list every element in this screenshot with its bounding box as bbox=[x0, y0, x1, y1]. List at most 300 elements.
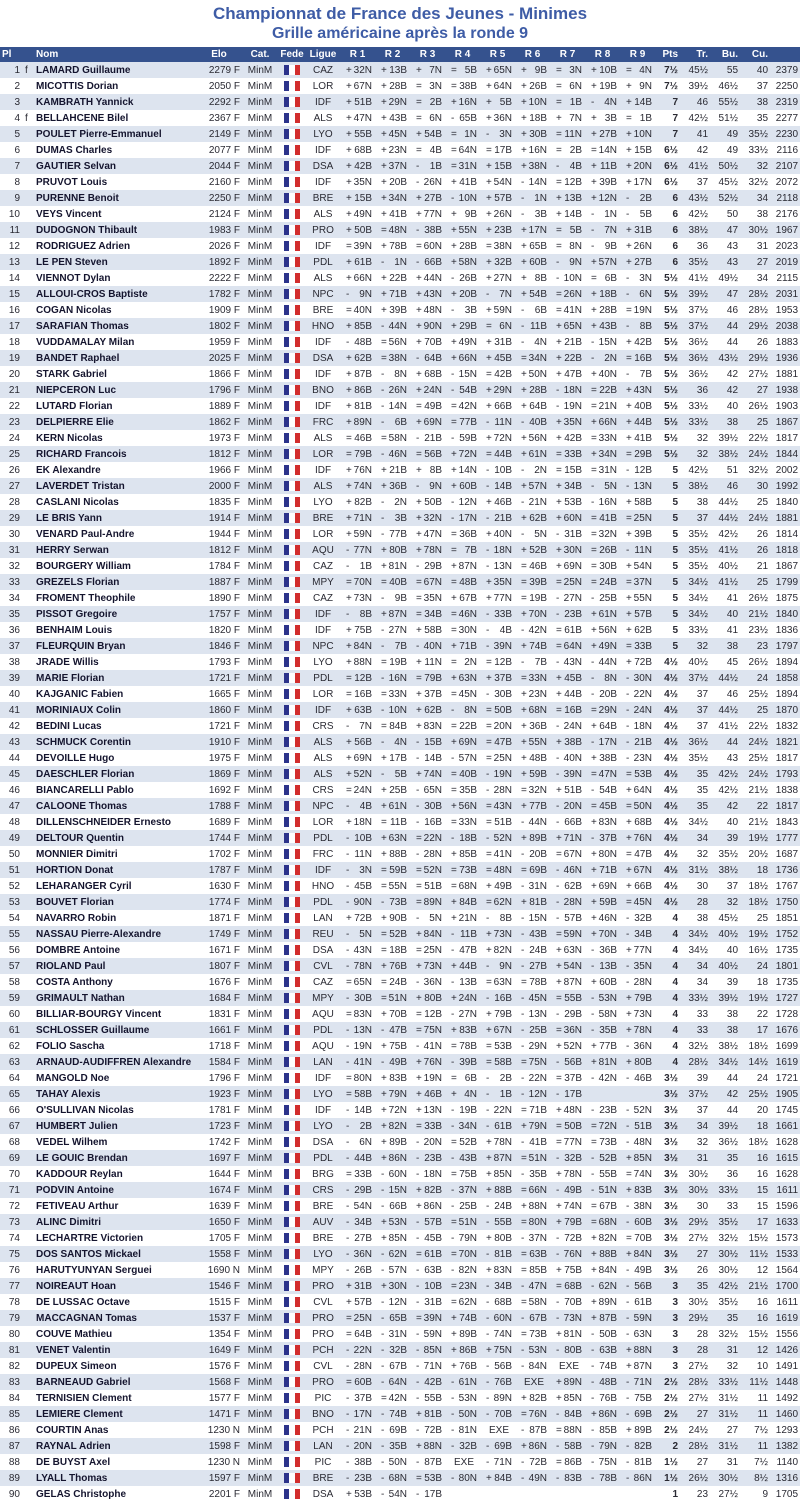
tiebreak-cell: 32½ bbox=[688, 1040, 709, 1052]
league-cell: PRO bbox=[312, 1328, 334, 1340]
round-result-cell: - 41N bbox=[346, 1056, 373, 1068]
performance-cell: 1817 bbox=[775, 800, 799, 812]
points-cell: 4½ bbox=[664, 768, 679, 780]
player-row bbox=[0, 1454, 800, 1470]
category-cell: MinM bbox=[247, 1472, 273, 1484]
round-result-cell: + 27N bbox=[486, 272, 513, 284]
french-flag-icon bbox=[284, 289, 300, 299]
round-result-cell: + 49N bbox=[451, 336, 478, 348]
round-result-cell: + 79B bbox=[486, 1008, 513, 1020]
place-cell: 25 bbox=[8, 448, 20, 460]
french-flag-icon bbox=[284, 1057, 300, 1067]
points-cell: 1 bbox=[672, 1488, 679, 1500]
points-cell: 5 bbox=[672, 528, 679, 540]
performance-cell: 1316 bbox=[775, 1472, 799, 1484]
tiebreak-cell: 36½ bbox=[688, 352, 709, 364]
round-result-cell: + 22B bbox=[381, 272, 408, 284]
tiebreak-cell: 28½ bbox=[688, 1376, 709, 1388]
elo-cell: 1742 F bbox=[208, 1136, 241, 1148]
league-cell: IDF bbox=[314, 240, 332, 252]
tiebreak-cell: 24½ bbox=[688, 1424, 709, 1436]
federation-cell bbox=[278, 1422, 306, 1438]
tiebreak-cell: 34 bbox=[696, 1120, 709, 1132]
points-cell: 4½ bbox=[664, 880, 679, 892]
header-round-1: R 1 bbox=[340, 47, 375, 62]
round-result-cell: = 64N bbox=[451, 144, 478, 156]
performance-cell: 2277 bbox=[775, 112, 799, 124]
round-result-cell: - 73N bbox=[556, 1312, 583, 1324]
place-cell: 40 bbox=[8, 688, 20, 700]
french-flag-icon bbox=[284, 177, 300, 187]
points-cell: 3½ bbox=[664, 1216, 679, 1228]
federation-cell bbox=[278, 1454, 306, 1470]
performance-cell: 1633 bbox=[775, 1216, 799, 1228]
buchholz-cell: 32½ bbox=[718, 1328, 739, 1340]
category-cell: MinM bbox=[247, 448, 273, 460]
league-cell: CAZ bbox=[313, 560, 334, 572]
federation-cell bbox=[278, 1470, 306, 1486]
round-result-cell: - 53N bbox=[521, 1344, 548, 1356]
round-result-cell: + 66N bbox=[591, 416, 618, 428]
player-row bbox=[0, 798, 800, 814]
round-result-cell: - 16N bbox=[381, 672, 408, 684]
round-result-cell: + 60B bbox=[521, 256, 548, 268]
buchholz-cell: 31 bbox=[726, 1456, 739, 1468]
round-result-cell: - 4B bbox=[346, 800, 373, 812]
round-result-cell: - 12N bbox=[381, 1296, 408, 1308]
round-result-cell: = 47B bbox=[626, 848, 653, 860]
league-cell: LYO bbox=[313, 656, 333, 668]
round-result-cell: - 43B bbox=[451, 1152, 478, 1164]
performance-cell: 1867 bbox=[775, 560, 799, 572]
tiebreak-cell: 42½ bbox=[688, 464, 709, 476]
federation-cell bbox=[278, 462, 306, 478]
tiebreak-cell: 36½ bbox=[688, 368, 709, 380]
round-result-cell: + 50N bbox=[521, 368, 548, 380]
french-flag-icon bbox=[284, 1233, 300, 1243]
category-cell: MinM bbox=[247, 992, 273, 1004]
elo-cell: 1597 F bbox=[208, 1472, 241, 1484]
french-flag-icon bbox=[284, 865, 300, 875]
points-cell: 3 bbox=[672, 1328, 679, 1340]
cumulative-cell: 12 bbox=[756, 1264, 769, 1276]
round-result-cell: - 30N bbox=[626, 672, 653, 684]
round-result-cell: = 2B bbox=[556, 144, 583, 156]
player-row bbox=[0, 1150, 800, 1166]
round-result-cell: + 69N bbox=[591, 880, 618, 892]
category-cell: MinM bbox=[247, 112, 273, 124]
place-cell: 24 bbox=[8, 432, 20, 444]
performance-cell: 2250 bbox=[775, 80, 799, 92]
player-row bbox=[0, 366, 800, 382]
round-result-cell: + 69N bbox=[451, 736, 478, 748]
performance-cell: 1736 bbox=[775, 864, 799, 876]
points-cell: 3½ bbox=[664, 1264, 679, 1276]
round-result-cell: - 86N bbox=[626, 1472, 653, 1484]
federation-cell bbox=[278, 638, 306, 654]
round-result-cell: = 62N bbox=[451, 1296, 478, 1308]
round-result-cell: + 66N bbox=[451, 352, 478, 364]
round-result-cell: - 11N bbox=[626, 544, 653, 556]
league-cell: IDF bbox=[314, 864, 332, 876]
points-cell: 2½ bbox=[664, 1392, 679, 1404]
round-result-cell: - 2B bbox=[626, 192, 653, 204]
round-result-cell: + 71B bbox=[591, 864, 618, 876]
round-result-cell: = 48N bbox=[486, 864, 513, 876]
place-cell: 72 bbox=[8, 1200, 20, 1212]
round-result-cell: - 14B bbox=[346, 1104, 373, 1116]
round-result-cell: = 64B bbox=[346, 1328, 373, 1340]
french-flag-icon bbox=[284, 1297, 300, 1307]
round-result-cell: = 18B bbox=[381, 944, 408, 956]
tiebreak-cell: 29½ bbox=[688, 1312, 709, 1324]
round-result-cell: + 9B bbox=[521, 64, 548, 76]
round-result-cell: + 89N bbox=[556, 1376, 583, 1388]
round-result-cell: = 41B bbox=[591, 512, 618, 524]
player-name-cell: MARIE Florian bbox=[36, 672, 105, 684]
title-letter-cell bbox=[22, 798, 34, 814]
round-result-cell: + 43N bbox=[416, 288, 443, 300]
federation-cell bbox=[278, 862, 306, 878]
elo-cell: 1721 F bbox=[208, 672, 241, 684]
buchholz-cell: 44 bbox=[726, 1072, 739, 1084]
round-result-cell: + 25B bbox=[381, 784, 408, 796]
round-result-cell: - 80N bbox=[451, 1472, 478, 1484]
round-result-cell: + 76N bbox=[416, 1056, 443, 1068]
performance-cell: 1750 bbox=[775, 896, 799, 908]
round-result-cell: - 3B bbox=[521, 208, 548, 220]
round-result-cell: - 67B bbox=[381, 1360, 408, 1372]
tiebreak-cell: 37 bbox=[696, 176, 709, 188]
league-cell: DSA bbox=[312, 1488, 334, 1500]
player-name-cell: VUDDAMALAY Milan bbox=[36, 336, 135, 348]
player-name-cell: MORINIAUX Colin bbox=[36, 704, 122, 716]
place-cell: 31 bbox=[8, 544, 20, 556]
performance-cell: 1821 bbox=[775, 736, 799, 748]
cumulative-cell: 23 bbox=[756, 640, 769, 652]
cumulative-cell: 11½ bbox=[749, 1248, 769, 1260]
round-result-cell: - 69B bbox=[486, 1440, 513, 1452]
title-letter-cell bbox=[22, 1070, 34, 1086]
round-result-cell: - 23B bbox=[556, 608, 583, 620]
points-cell: 5 bbox=[672, 576, 679, 588]
elo-cell: 1674 F bbox=[208, 1184, 241, 1196]
round-result-cell: + 24N bbox=[451, 992, 478, 1004]
buchholz-cell: 40 bbox=[726, 608, 739, 620]
category-cell: MinM bbox=[247, 752, 273, 764]
category-cell: MinM bbox=[247, 544, 273, 556]
elo-cell: 1793 F bbox=[208, 656, 241, 668]
player-row bbox=[0, 542, 800, 558]
place-cell: 79 bbox=[8, 1312, 20, 1324]
round-result-cell: = 33N bbox=[521, 672, 548, 684]
title-letter-cell bbox=[22, 1358, 34, 1374]
cumulative-cell: 20½ bbox=[748, 848, 769, 860]
place-cell: 28 bbox=[8, 496, 20, 508]
cumulative-cell: 37 bbox=[756, 80, 769, 92]
tiebreak-cell: 32 bbox=[696, 448, 709, 460]
place-cell: 89 bbox=[8, 1472, 20, 1484]
french-flag-icon bbox=[284, 321, 300, 331]
player-row bbox=[0, 590, 800, 606]
federation-cell bbox=[278, 446, 306, 462]
points-cell: 4 bbox=[672, 1056, 679, 1068]
points-cell: 6 bbox=[672, 192, 679, 204]
round-result-cell: - 74N bbox=[486, 1328, 513, 1340]
title-letter-cell bbox=[22, 126, 34, 142]
points-cell: 5½ bbox=[664, 288, 679, 300]
league-cell: AQU bbox=[312, 544, 334, 556]
round-result-cell: + 73N bbox=[346, 592, 373, 604]
title-letter-cell bbox=[22, 414, 34, 430]
player-name-cell: ALLOUI-CROS Baptiste bbox=[36, 288, 148, 300]
header-elo: Elo bbox=[196, 47, 242, 62]
round-result-cell: = 38N bbox=[381, 352, 408, 364]
header-league: Ligue bbox=[306, 47, 340, 62]
round-result-cell: + 74N bbox=[556, 1200, 583, 1212]
round-result-cell: + 82B bbox=[521, 1392, 548, 1404]
league-cell: PIC bbox=[314, 1456, 332, 1468]
place-cell: 9 bbox=[14, 192, 20, 204]
round-result-cell: - 28N bbox=[346, 1360, 373, 1372]
round-result-cell: + 37N bbox=[381, 160, 408, 172]
round-result-cell: - 8B bbox=[626, 320, 653, 332]
performance-cell: 1797 bbox=[775, 640, 799, 652]
player-name-cell: GELAS Christophe bbox=[36, 1488, 127, 1500]
category-cell: MinM bbox=[247, 832, 273, 844]
performance-cell: 2072 bbox=[775, 176, 799, 188]
round-result-cell: = 65N bbox=[346, 976, 373, 988]
elo-cell: 2044 F bbox=[208, 160, 241, 172]
player-name-cell: FROMENT Theophile bbox=[36, 592, 136, 604]
league-cell: ALS bbox=[313, 480, 333, 492]
round-result-cell: - 29B bbox=[416, 560, 443, 572]
tiebreak-cell: 30 bbox=[696, 1200, 709, 1212]
category-cell: MinM bbox=[247, 480, 273, 492]
buchholz-cell: 44½ bbox=[718, 496, 739, 508]
round-result-cell: + 32N bbox=[346, 64, 373, 76]
round-result-cell: + 63N bbox=[451, 672, 478, 684]
tiebreak-cell: 28½ bbox=[688, 1440, 709, 1452]
cumulative-cell: 32 bbox=[756, 160, 769, 172]
round-result-cell: - 14B bbox=[486, 480, 513, 492]
cumulative-cell: 12 bbox=[756, 1344, 769, 1356]
buchholz-cell: 33 bbox=[726, 1200, 739, 1212]
category-cell: MinM bbox=[247, 1056, 273, 1068]
cumulative-cell: 19½ bbox=[748, 992, 769, 1004]
player-row bbox=[0, 1022, 800, 1038]
points-cell: 4 bbox=[672, 912, 679, 924]
round-result-cell: - 20N bbox=[416, 1136, 443, 1148]
cumulative-cell: 26½ bbox=[748, 592, 769, 604]
elo-cell: 2201 F bbox=[208, 1488, 241, 1500]
player-name-cell: BANDET Raphael bbox=[36, 352, 120, 364]
performance-cell: 1728 bbox=[775, 1008, 799, 1020]
buchholz-cell: 44 bbox=[726, 1104, 739, 1116]
elo-cell: 1944 F bbox=[208, 528, 241, 540]
round-result-cell: - 54N bbox=[381, 1488, 408, 1500]
elo-cell: 1869 F bbox=[208, 768, 241, 780]
performance-cell: 1894 bbox=[775, 656, 799, 668]
cumulative-cell: 24½ bbox=[748, 448, 769, 460]
league-cell: ALS bbox=[313, 208, 333, 220]
round-result-cell: - 47B bbox=[381, 1024, 408, 1036]
title-letter-cell: f bbox=[25, 64, 28, 76]
federation-cell bbox=[278, 1166, 306, 1182]
round-result-cell: + 38N bbox=[521, 160, 548, 172]
league-cell: PRO bbox=[312, 1312, 334, 1324]
round-result-cell: = 32N bbox=[591, 528, 618, 540]
round-result-cell: + 86N bbox=[416, 1200, 443, 1212]
title-letter-cell bbox=[22, 894, 34, 910]
round-result-cell: + 47N bbox=[416, 528, 443, 540]
round-result-cell: - 12N bbox=[451, 496, 478, 508]
buchholz-cell: 38 bbox=[726, 416, 739, 428]
category-cell: MinM bbox=[247, 192, 273, 204]
cumulative-cell: 26½ bbox=[748, 400, 769, 412]
buchholz-cell: 42 bbox=[726, 800, 739, 812]
player-row bbox=[0, 1310, 800, 1326]
points-cell: 4½ bbox=[664, 864, 679, 876]
tiebreak-cell: 33½ bbox=[688, 416, 709, 428]
tiebreak-cell: 33½ bbox=[688, 400, 709, 412]
round-result-cell: + 70B bbox=[381, 1008, 408, 1020]
place-cell: 33 bbox=[8, 576, 20, 588]
round-result-cell: + 3B bbox=[591, 112, 618, 124]
points-cell: 5½ bbox=[664, 432, 679, 444]
performance-cell: 1883 bbox=[775, 336, 799, 348]
round-result-cell: + 56N bbox=[521, 432, 548, 444]
place-cell: 56 bbox=[8, 944, 20, 956]
elo-cell: 1757 F bbox=[208, 608, 241, 620]
round-result-cell: = 44B bbox=[486, 448, 513, 460]
round-result-cell: = 75N bbox=[416, 1024, 443, 1036]
header-federation: Fede bbox=[278, 47, 306, 62]
round-result-cell: - 36N bbox=[626, 1040, 653, 1052]
elo-cell: 1584 F bbox=[208, 1056, 241, 1068]
points-cell: 3½ bbox=[664, 1168, 679, 1180]
player-row bbox=[0, 142, 800, 158]
cumulative-cell: 32½ bbox=[748, 176, 769, 188]
federation-cell bbox=[278, 478, 306, 494]
player-name-cell: NOIREAUT Hoan bbox=[36, 1280, 117, 1292]
points-cell: 3½ bbox=[664, 1104, 679, 1116]
tiebreak-cell: 28 bbox=[696, 896, 709, 908]
round-result-cell: - 29N bbox=[521, 1040, 548, 1052]
round-result-cell: - 2N bbox=[591, 352, 618, 364]
buchholz-cell: 44½ bbox=[718, 704, 739, 716]
round-result-cell: - 13B bbox=[451, 976, 478, 988]
french-flag-icon bbox=[284, 465, 300, 475]
round-result-cell: - 9B bbox=[381, 592, 408, 604]
performance-cell: 2031 bbox=[775, 288, 799, 300]
round-result-cell: - 38B bbox=[346, 1456, 373, 1468]
player-name-cell: HARUTYUNYAN Serguei bbox=[36, 1264, 152, 1276]
round-result-cell: - 32B bbox=[556, 1152, 583, 1164]
buchholz-cell: 32½ bbox=[718, 1232, 739, 1244]
round-result-cell: + 66B bbox=[626, 880, 653, 892]
round-result-cell: = 50N bbox=[626, 800, 653, 812]
player-row bbox=[0, 1422, 800, 1438]
round-result-cell: + 28B bbox=[521, 384, 548, 396]
federation-cell bbox=[278, 1054, 306, 1070]
cumulative-cell: 24 bbox=[756, 672, 769, 684]
federation-cell bbox=[278, 1390, 306, 1406]
player-name-cell: RICHARD Francois bbox=[36, 448, 127, 460]
round-result-cell: + 47B bbox=[556, 368, 583, 380]
points-cell: 5½ bbox=[664, 384, 679, 396]
league-cell: BRE bbox=[312, 1232, 334, 1244]
tiebreak-cell: 38½ bbox=[688, 224, 709, 236]
performance-cell: 1817 bbox=[775, 752, 799, 764]
round-result-cell: = 56B bbox=[416, 448, 443, 460]
player-name-cell: NIEPCERON Luc bbox=[36, 384, 117, 396]
league-cell: LOR bbox=[312, 816, 334, 828]
place-cell: 11 bbox=[9, 224, 20, 236]
points-cell: 5 bbox=[672, 512, 679, 524]
round-result-cell: + 15B bbox=[626, 144, 653, 156]
header-round-4: R 4 bbox=[445, 47, 480, 62]
round-result-cell: + 41B bbox=[381, 208, 408, 220]
round-result-cell: = 89N bbox=[416, 896, 443, 908]
cumulative-cell: 15½ bbox=[748, 1328, 769, 1340]
round-result-cell: - 7N bbox=[591, 224, 618, 236]
performance-cell: 1867 bbox=[775, 416, 799, 428]
round-result-cell: = 8N bbox=[556, 240, 583, 252]
player-name-cell: NASSAU Pierre-Alexandre bbox=[36, 928, 162, 940]
buchholz-cell: 31½ bbox=[718, 1440, 739, 1452]
round-result-cell: - 83B bbox=[556, 1472, 583, 1484]
elo-cell: 2149 F bbox=[208, 128, 241, 140]
place-cell: 3 bbox=[14, 96, 20, 108]
tiebreak-cell: 35½ bbox=[688, 560, 709, 572]
round-result-cell: + 88N bbox=[346, 656, 373, 668]
league-cell: PCH bbox=[312, 1424, 334, 1436]
federation-cell bbox=[278, 238, 306, 254]
points-cell: 5 bbox=[672, 464, 679, 476]
player-name-cell: TAHAY Alexis bbox=[36, 1088, 101, 1100]
round-result-cell: + 80B bbox=[416, 992, 443, 1004]
round-result-cell: - 3B bbox=[381, 512, 408, 524]
round-result-cell: + 50B bbox=[416, 496, 443, 508]
cumulative-cell: 14½ bbox=[748, 1056, 769, 1068]
round-result-cell: + 62B bbox=[521, 512, 548, 524]
tiebreak-cell: 27 bbox=[696, 1248, 709, 1260]
french-flag-icon bbox=[284, 65, 300, 75]
player-name-cell: HORTION Donat bbox=[36, 864, 114, 876]
round-result-cell: - 73B bbox=[381, 896, 408, 908]
player-name-cell: SARAFIAN Thomas bbox=[36, 320, 129, 332]
round-result-cell: - 56B bbox=[556, 1056, 583, 1068]
round-result-cell: + 79N bbox=[521, 1120, 548, 1132]
league-cell: ALS bbox=[313, 768, 333, 780]
performance-cell: 1721 bbox=[775, 1072, 799, 1084]
player-row bbox=[0, 286, 800, 302]
round-result-cell: + 62B bbox=[346, 352, 373, 364]
title-letter-cell bbox=[22, 302, 34, 318]
round-result-cell: + 30N bbox=[556, 544, 583, 556]
round-result-cell: - 28N bbox=[416, 848, 443, 860]
federation-cell bbox=[278, 942, 306, 958]
elo-cell: 2050 F bbox=[208, 80, 241, 92]
round-result-cell: + 27B bbox=[626, 256, 653, 268]
round-result-cell: = 30B bbox=[591, 560, 618, 572]
round-result-cell: + 67B bbox=[451, 592, 478, 604]
player-row bbox=[0, 414, 800, 430]
round-result-cell: + 59N bbox=[346, 528, 373, 540]
points-cell: 6½ bbox=[664, 176, 679, 188]
buchholz-cell: 46½ bbox=[718, 80, 739, 92]
